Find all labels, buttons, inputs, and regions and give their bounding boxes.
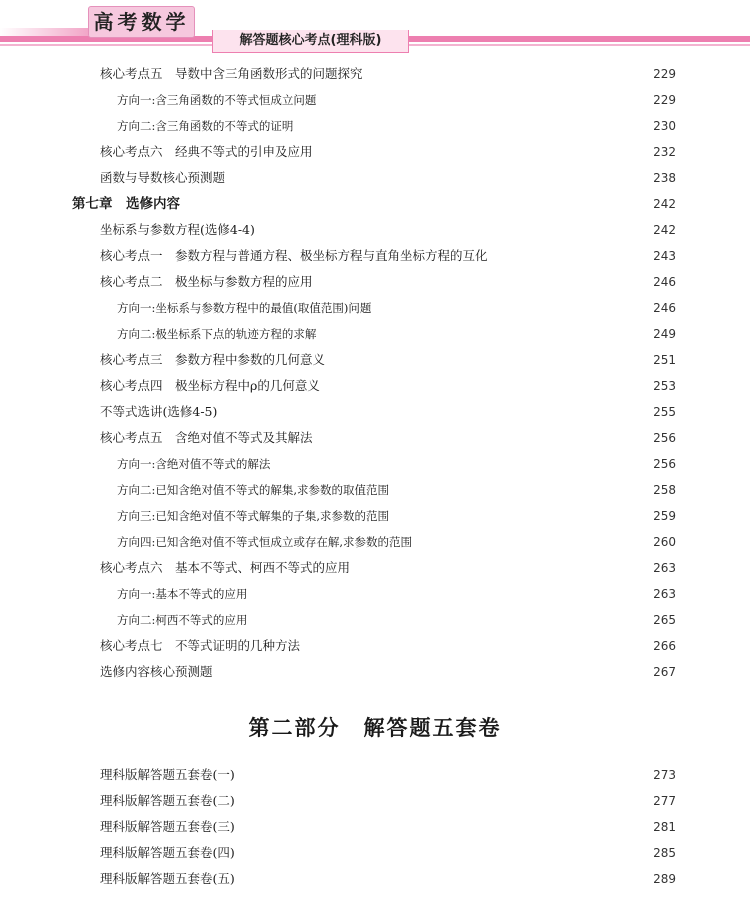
toc-page-number: 289 xyxy=(653,872,676,886)
page-header xyxy=(0,0,750,54)
toc-entry-label: 核心考点一 参数方程与普通方程、极坐标方程与直角坐标方程的互化 xyxy=(100,246,492,266)
toc-page-number: 255 xyxy=(653,405,676,419)
toc-entry-label: 理科版解答题五套卷(五) xyxy=(100,869,239,889)
toc-entry-label: 第七章 选修内容 xyxy=(72,194,184,214)
toc-leader-dots xyxy=(418,532,645,552)
toc-leader-dots xyxy=(319,428,645,448)
toc-page-number: 258 xyxy=(653,483,676,497)
toc-entry-label: 方向三:已知含绝对值不等式解集的子集,求参数的范围 xyxy=(117,506,393,526)
toc-entry-label: 核心考点七 不等式证明的几种方法 xyxy=(100,636,304,656)
toc-page-number: 256 xyxy=(653,431,676,445)
toc-entry-label: 理科版解答题五套卷(三) xyxy=(100,817,239,837)
toc-entry[interactable] xyxy=(117,298,676,318)
toc-page-number: 259 xyxy=(653,509,676,523)
toc-page-number: 256 xyxy=(653,457,676,471)
toc-entry-label: 核心考点三 参数方程中参数的几何意义 xyxy=(100,350,329,370)
toc-entry-label: 方向一:基本不等式的应用 xyxy=(117,584,251,604)
book-subtitle: 解答题核心考点(理科版) xyxy=(212,30,409,53)
toc-entry[interactable] xyxy=(117,454,676,474)
toc-page-number: 285 xyxy=(653,846,676,860)
toc-page-number: 263 xyxy=(653,561,676,575)
toc-leader-dots xyxy=(253,584,645,604)
toc-entry[interactable] xyxy=(100,168,676,188)
toc-leader-dots xyxy=(322,324,645,344)
toc-page-number: 242 xyxy=(653,197,676,211)
toc-leader-dots xyxy=(395,480,645,500)
toc-entry[interactable] xyxy=(100,220,676,240)
toc-leader-dots xyxy=(186,194,645,214)
toc-entry[interactable] xyxy=(100,791,676,811)
toc-leader-dots xyxy=(319,142,645,162)
toc-page-number: 281 xyxy=(653,820,676,834)
toc-leader-dots xyxy=(241,817,645,837)
toc-page-number: 266 xyxy=(653,639,676,653)
toc-leader-dots xyxy=(241,843,645,863)
toc-entry-label: 核心考点六 基本不等式、柯西不等式的应用 xyxy=(100,558,354,578)
toc-page-number: 232 xyxy=(653,145,676,159)
toc-leader-dots xyxy=(219,662,645,682)
toc-entry[interactable] xyxy=(117,610,676,630)
toc-entry[interactable] xyxy=(117,584,676,604)
toc-entry[interactable] xyxy=(100,765,676,785)
toc-page-number: 246 xyxy=(653,301,676,315)
toc-page-number: 242 xyxy=(653,223,676,237)
toc-entry-label: 方向一:含三角函数的不等式恒成立问题 xyxy=(117,90,320,110)
toc-leader-dots xyxy=(306,636,645,656)
toc-entry-label: 核心考点五 含绝对值不等式及其解法 xyxy=(100,428,317,448)
toc-leader-dots xyxy=(331,350,645,370)
toc-leader-dots xyxy=(319,272,645,292)
toc-leader-dots xyxy=(241,765,645,785)
toc-entry-label: 核心考点二 极坐标与参数方程的应用 xyxy=(100,272,317,292)
toc-entry[interactable] xyxy=(117,532,676,552)
toc-leader-dots xyxy=(395,506,645,526)
toc-entry-label: 核心考点五 导数中含三角函数形式的问题探究 xyxy=(100,64,367,84)
toc-leader-dots xyxy=(377,298,645,318)
toc-page-number: 263 xyxy=(653,587,676,601)
toc-entry[interactable] xyxy=(100,64,676,84)
toc-entry-label: 方向一:坐标系与参数方程中的最值(取值范围)问题 xyxy=(117,298,375,318)
toc-entry-label: 核心考点四 极坐标方程中ρ的几何意义 xyxy=(100,376,324,396)
toc-entry[interactable] xyxy=(100,428,676,448)
toc-entry-label: 方向二:极坐标系下点的轨迹方程的求解 xyxy=(117,324,320,344)
toc-entry[interactable] xyxy=(100,402,676,422)
toc-leader-dots xyxy=(223,402,645,422)
toc-entry[interactable] xyxy=(100,350,676,370)
part-title: 第二部分 解答题五套卷 xyxy=(248,715,502,740)
toc-entry-label: 方向二:已知含绝对值不等式的解集,求参数的取值范围 xyxy=(117,480,393,500)
toc-page-number: 230 xyxy=(653,119,676,133)
toc-leader-dots xyxy=(369,64,645,84)
toc-leader-dots xyxy=(231,168,645,188)
toc-leader-dots xyxy=(241,869,645,889)
toc-entry[interactable] xyxy=(117,324,676,344)
toc-leader-dots xyxy=(261,220,645,240)
toc-leader-dots xyxy=(326,376,645,396)
toc-entry[interactable] xyxy=(100,636,676,656)
toc-page-number: 246 xyxy=(653,275,676,289)
header-decoration xyxy=(0,28,88,36)
toc-page-number: 260 xyxy=(653,535,676,549)
toc-entry[interactable] xyxy=(117,90,676,110)
toc-entry[interactable] xyxy=(117,116,676,136)
toc-entry-label: 方向二:柯西不等式的应用 xyxy=(117,610,251,630)
toc-entry[interactable] xyxy=(100,272,676,292)
toc-entry-label: 方向二:含三角函数的不等式的证明 xyxy=(117,116,297,136)
toc-page-number: 277 xyxy=(653,794,676,808)
toc-page-number: 253 xyxy=(653,379,676,393)
toc-entry-label: 选修内容核心预测题 xyxy=(100,662,217,682)
toc-leader-dots xyxy=(299,116,645,136)
toc-page-number: 249 xyxy=(653,327,676,341)
toc-page-number: 251 xyxy=(653,353,676,367)
toc-entry[interactable] xyxy=(100,817,676,837)
toc-entry[interactable] xyxy=(100,869,676,889)
toc-entry-label: 理科版解答题五套卷(二) xyxy=(100,791,239,811)
toc-entry-label: 方向四:已知含绝对值不等式恒成立或存在解,求参数的范围 xyxy=(117,532,416,552)
toc-entry-label: 坐标系与参数方程(选修4-4) xyxy=(100,220,259,240)
toc-page-number: 273 xyxy=(653,768,676,782)
toc-entry[interactable] xyxy=(100,376,676,396)
toc-page-number: 267 xyxy=(653,665,676,679)
toc-entry-label: 函数与导数核心预测题 xyxy=(100,168,229,188)
toc-entry[interactable] xyxy=(117,506,676,526)
toc-entry-label: 核心考点六 经典不等式的引申及应用 xyxy=(100,142,317,162)
toc-entry[interactable] xyxy=(72,194,676,214)
toc-leader-dots xyxy=(276,454,645,474)
toc-entry[interactable] xyxy=(100,662,676,682)
toc-entry-label: 不等式选讲(选修4-5) xyxy=(100,402,221,422)
toc-leader-dots xyxy=(322,90,645,110)
toc-leader-dots xyxy=(241,791,645,811)
toc-leader-dots xyxy=(494,246,645,266)
toc-entry[interactable] xyxy=(100,843,676,863)
toc-entry[interactable] xyxy=(117,480,676,500)
toc-entry[interactable] xyxy=(100,558,676,578)
toc-leader-dots xyxy=(253,610,645,630)
toc-entry-label: 方向一:含绝对值不等式的解法 xyxy=(117,454,274,474)
toc-entry-label: 理科版解答题五套卷(四) xyxy=(100,843,239,863)
toc-page-number: 229 xyxy=(653,67,676,81)
toc-page-number: 243 xyxy=(653,249,676,263)
toc-entry[interactable] xyxy=(100,246,676,266)
toc-page-number: 229 xyxy=(653,93,676,107)
toc-page-number: 265 xyxy=(653,613,676,627)
toc-entry-label: 理科版解答题五套卷(一) xyxy=(100,765,239,785)
toc-entry[interactable] xyxy=(100,142,676,162)
book-title: 高考数学 xyxy=(88,6,195,38)
toc-leader-dots xyxy=(356,558,645,578)
toc-page-number: 238 xyxy=(653,171,676,185)
